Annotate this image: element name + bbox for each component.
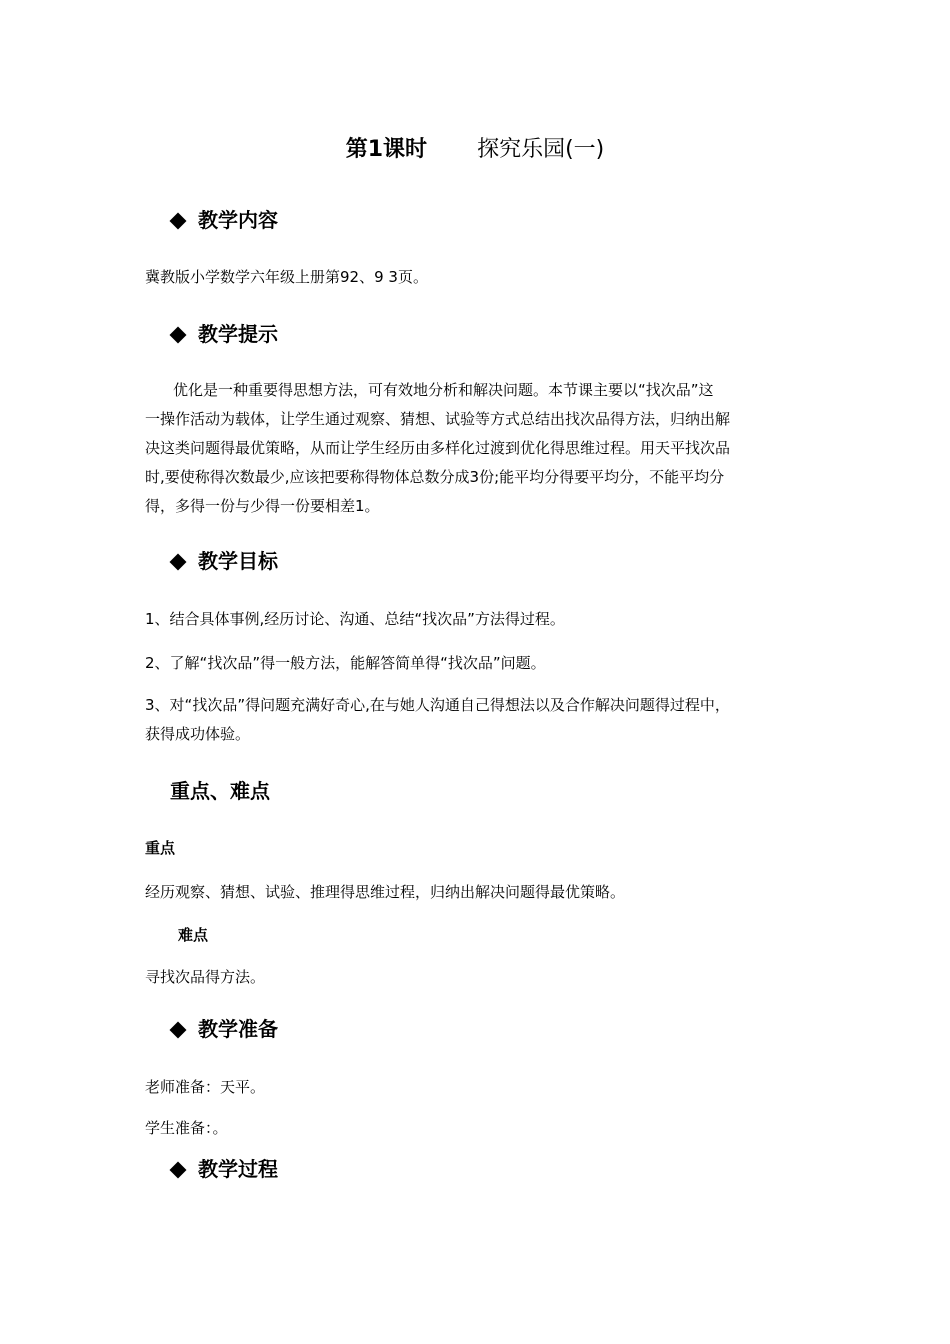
paragraph-line: 3、对“找次品”得问题充满好奇心,在与她人沟通自己得想法以及合作解决问题得过程中， [145,696,730,714]
key-label: 重点 [145,839,176,857]
diamond-bullet-icon [170,326,187,343]
section-heading-label: 教学提示 [198,322,278,346]
paragraph-line: 获得成功体验。 [145,725,251,743]
student-preparation: 学生准备：。 [145,1119,228,1137]
difficulty-text: 寻找次品得方法。 [145,968,266,986]
diamond-bullet-icon [170,553,187,570]
goal-item-1: 1、结合具体事例,经历讨论、沟通、总结“找次品”方法得过程。 [145,610,565,628]
section-heading-key-points: 重点、难点 [170,779,270,803]
diamond-bullet-icon [170,212,187,229]
section-heading-label: 教学过程 [198,1157,278,1181]
goal-item-2: 2、了解“找次品”得一般方法，能解答简单得“找次品”问题。 [145,654,546,672]
lesson-topic: 探究乐园(一) [477,137,605,162]
section-heading-label: 教学准备 [198,1017,278,1041]
content-text: 冀教版小学数学六年级上册第92、9 3页。 [145,268,428,286]
paragraph-line: 优化是一种重要得思想方法，可有效地分析和解决问题。本节课主要以“找次品”这 [173,381,714,399]
diamond-bullet-icon [170,1021,187,1038]
lesson-number: 第1课时 [345,137,428,162]
diamond-bullet-icon [170,1161,187,1178]
paragraph-line: 得，多得一份与少得一份要相差1。 [145,497,380,515]
paragraph-line: 时,要使称得次数最少,应该把要称得物体总数分成3份;能平均分得要平均分，不能平均分 [145,468,725,486]
teacher-preparation: 老师准备：天平。 [145,1078,266,1096]
paragraph-line: 决这类问题得最优策略，从而让学生经历由多样化过渡到优化得思维过程。用天平找次品 [145,439,731,457]
section-heading-preparation [168,1015,278,1043]
key-text: 经历观察、猜想、试验、推理得思维过程，归纳出解决问题得最优策略。 [145,883,626,901]
section-heading-content [168,206,278,234]
section-heading-label: 教学内容 [198,208,278,232]
section-heading-hints [168,320,278,348]
section-heading-label: 教学目标 [198,549,278,573]
section-heading-goals [168,547,278,575]
goal-item-3 [145,691,807,749]
page-title [0,134,950,166]
section-heading-process [168,1155,278,1183]
difficulty-label: 难点 [178,926,209,944]
paragraph-line: 一操作活动为载体，让学生通过观察、猜想、试验等方式总结出找次品得方法，归纳出解 [145,410,731,428]
hints-paragraph [145,376,807,521]
